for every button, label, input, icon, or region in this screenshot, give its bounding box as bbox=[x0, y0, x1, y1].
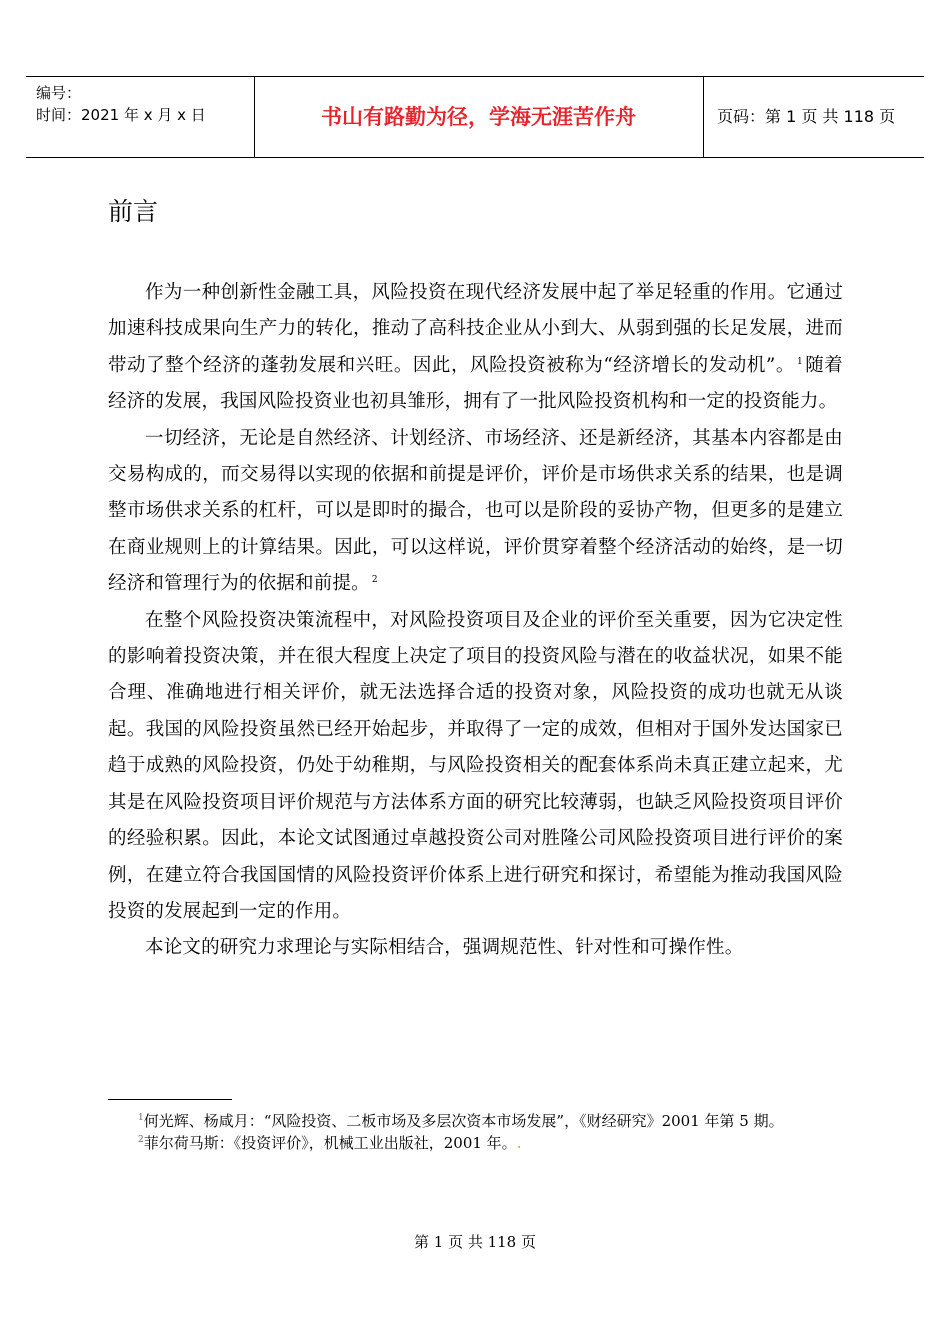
time-label: 时间：2021 年 x 月 x 日 bbox=[36, 106, 206, 124]
paragraph: 本论文的研究力求理论与实际相结合，强调规范性、针对性和可操作性。 bbox=[145, 937, 744, 959]
body-text bbox=[108, 275, 843, 967]
number-label: 编号： bbox=[36, 84, 82, 102]
footnote: $^1$何光辉、杨咸月：“风险投资、二板市场及多层次资本市场发展”，《财经研究》2001 年第 5 期。 bbox=[138, 1112, 784, 1130]
footnotes bbox=[108, 1110, 798, 1154]
paragraph: 一切经济，无论是自然经济、计划经济、市场经济、还是新经济，其基本内容都是由交易构成的，而交易得以实现的依据和前提是评价，评价是市场供求关系的结果，也是调整市场供求关系的杠杆，可以是即时的撮合，也可以是阶段的妥协产物，但更多的是建立在商业规则上的计算结果。因此，可以这样说，评价贯穿着整个经济活动的始终，是一切经济和管理行为的依据和前提。 $^2$ bbox=[108, 427, 843, 595]
footnote-ref[interactable]: 2 bbox=[371, 575, 378, 586]
page-footer: 第 1 页 共 118 页 bbox=[413, 1233, 536, 1251]
footnote-mark: 2 bbox=[138, 1135, 144, 1145]
paragraph: 在整个风险投资决策流程中，对风险投资项目及企业的评价至关重要，因为它决定性的影响着投资决策，并在很大程度上决定了项目的投资风险与潜在的收益状况，如果不能合理、准确地进行相关评价，就无法选择合适的投资对象，风险投资的成功也就无从谈起。我国的风险投资虽然已经开始起步，并取得了一定的成效，但相对于国外发达国家已趋于成熟的风险投资，仍处于幼稚期，与风险投资相关的配套体系尚未真正建立起来，尤其是在风险投资项目评价规范与方法体系方面的研究比较薄弱，也缺乏风险投资项目评价的经验积累。因此，本论文试图通过卓越投资公司对胜隆公司风险投资项目进行评价的案例，在建立符合我国国情的风险投资评价体系上进行研究和探讨，希望能为推动我国风险投资的发展起到一定的作用。 bbox=[108, 609, 843, 922]
paragraph: 作为一种创新性金融工具，风险投资在现代经济发展中起了举足轻重的作用。它通过加速科技成果向生产力的转化，推动了高科技企业从小到大、从弱到强的长足发展，进而带动了整个经济的蓬勃发展和兴旺。因此，风险投资被称为“经济增长的发动机”。 $^1$ 随着经济的发展，我国风险投资业也初具雏形，拥有了一批风险投资机构和一定的投资能力。 bbox=[108, 282, 843, 413]
header-info-cell bbox=[26, 77, 255, 157]
footnote-separator bbox=[108, 1099, 232, 1100]
header-page-cell bbox=[703, 77, 924, 157]
footnote: $^2$菲尔荷马斯：《投资评价》，机械工业出版社，2001 年。. bbox=[138, 1134, 522, 1152]
footnote-mark: 1 bbox=[138, 1113, 144, 1123]
section-title: 前言 bbox=[108, 197, 159, 226]
page-code: 页码：第 1 页 共 118 页 bbox=[717, 107, 896, 126]
trailing-mark: . bbox=[516, 1134, 522, 1152]
motto: 书山有路勤为径，学海无涯苦作舟 bbox=[321, 105, 636, 129]
header-motto-cell bbox=[254, 77, 704, 157]
footnote-ref[interactable]: 1 bbox=[796, 356, 803, 367]
page-header bbox=[26, 76, 924, 158]
